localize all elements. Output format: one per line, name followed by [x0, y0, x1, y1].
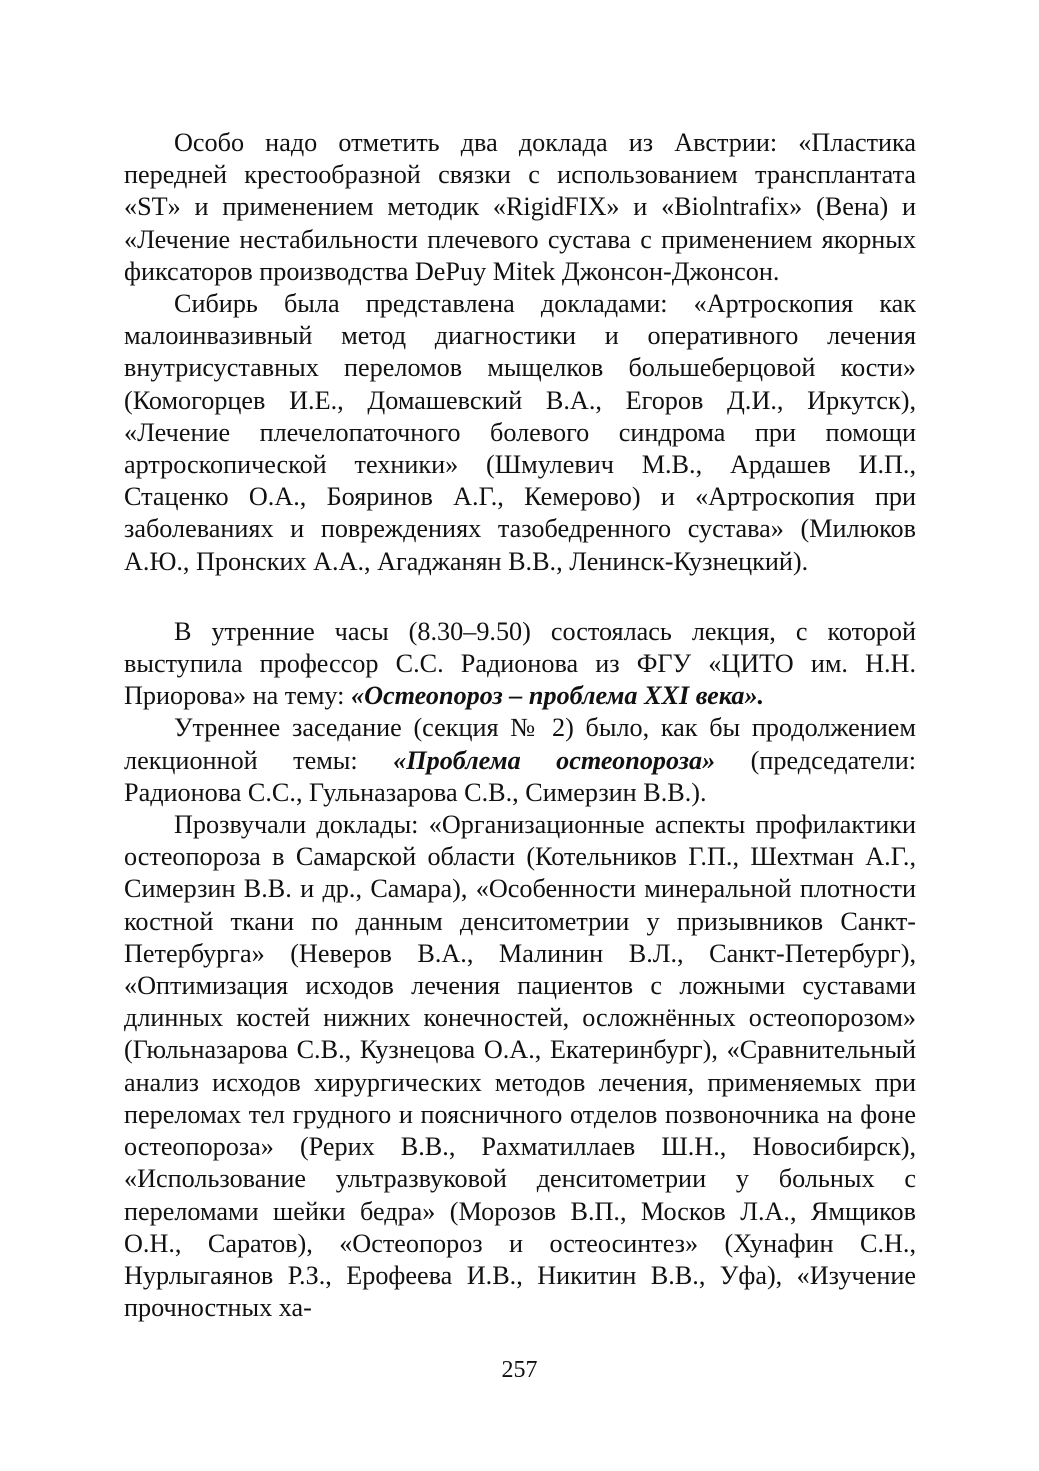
lecture-text: В утренние часы (8.30–9.50) состоялась лекция, с которой выступила профессор С.С. Радионова из ФГУ «ЦИТО им. Н.Н. Приорова» на тему: [124, 616, 916, 711]
paragraph-section-2 [124, 712, 916, 809]
page-body [124, 127, 916, 1324]
page-number: 257 [501, 1357, 538, 1383]
paragraph-siberia-reports: Сибирь была представлена докладами: «Артроскопия как малоинвазивный метод диагностики и оперативного лечения внутрисуставных переломов мыщелков большеберцовой кости» (Комогорцев И.Е., Домашевский В.А., Егоров Д.И., Иркутск), «Лечение плечелопаточного болевого синдрома при помощи артроскопической техники» (Шмулевич М.В., Ардашев И.П., Стаценко О.А., Бояринов А.Г., Кемерово) и «Артроскопия при заболеваниях и повреждениях тазобедренного сустава» (Милюков А.Ю., Пронских А.А., Агаджанян В.В., Ленинск-Кузнецкий). [124, 289, 916, 576]
section-text-after: (председатели: Радионова С.С., Гульназарова С.В., Симерзин В.В.). [124, 745, 916, 807]
paragraph-gap [124, 578, 916, 616]
paragraph-osteoporosis-reports: Прозвучали доклады: «Организационные аспекты профилактики остеопороза в Самарской области (Котельников Г.П., Шехтман А.Г., Симерзин В.В. и др., Самара), «Особенности минеральной плотности костной ткани по данным денситометрии у призывников Санкт-Петербурга» (Неверов В.А., Малинин В.Л., Санкт-Петербург), «Оптимизация исходов лечения пациентов с ложными суставами длинных костей нижних конечностей, осложнённых остеопорозом» (Гюльназарова С.В., Кузнецова О.А., Екатеринбург), «Сравнительный анализ исходов хирургических методов лечения, применяемых при переломах тел грудного и поясничного отделов позвоночника на фоне остеопороза» (Рерих В.В., Рахматиллаев Ш.Н., Новосибирск), «Использование ультразвуковой денситометрии у больных с переломами шейки бедра» (Морозов В.П., Москов Л.А., Ямщиков О.Н., Саратов), «Остеопороз и остеосинтез» (Хунафин С.Н., Нурлыгаянов Р.З., Ерофеева И.В., Никитин В.В., Уфа), «Изучение прочностных ха- [124, 810, 916, 1323]
section-text-before: Утреннее заседание (секция № 2) было, как бы продолжением лекционной темы: [124, 713, 916, 775]
paragraph-austria-reports: Особо надо отметить два доклада из Австрии: «Пластика передней крестообразной связки с использованием трансплантата «ST» и применением методик «RigidFIX» и «Biolntrafix» (Вена) и «Лечение нестабильности плечевого сустава с применением якорных фиксаторов производства DePuy Mitek Джонсон-Джонсон. [124, 128, 916, 286]
section-title: «Проблема остеопороза» [393, 745, 716, 775]
lecture-title: «Остеопороз – проблема XXI века». [350, 681, 765, 711]
paragraph-morning-lecture [124, 616, 916, 713]
